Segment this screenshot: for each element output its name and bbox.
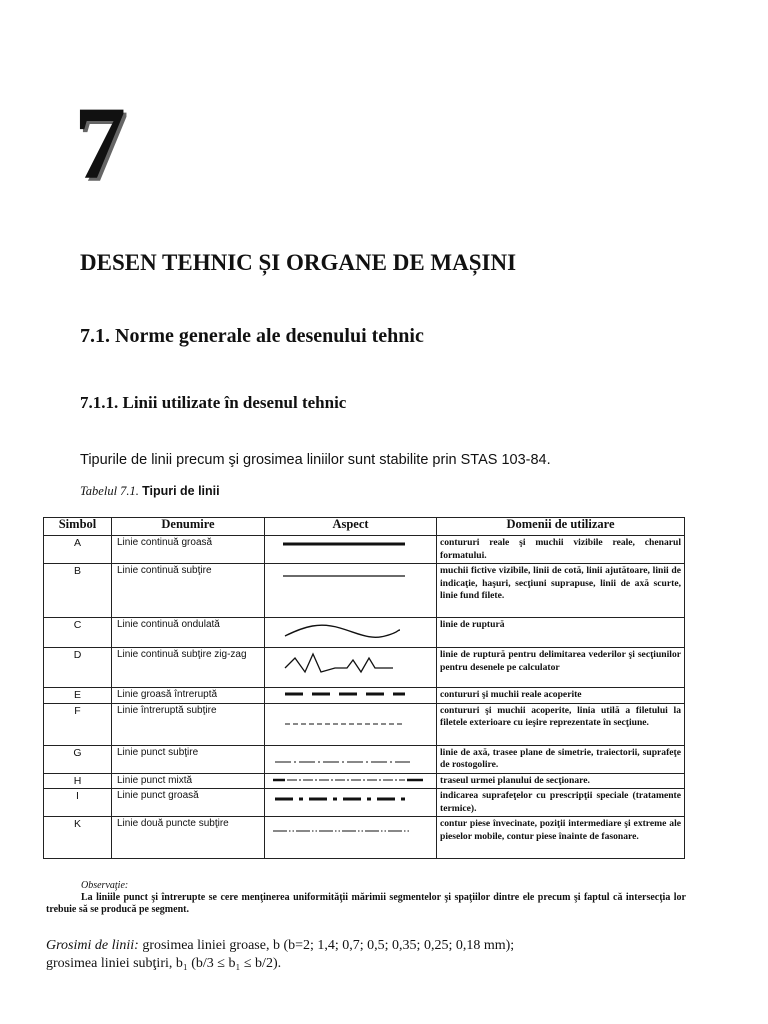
zigzag-line-sample [265, 648, 437, 686]
table-row [44, 789, 685, 817]
observation-note [46, 880, 686, 916]
table-row [44, 745, 685, 773]
row-symbol: E [44, 688, 112, 704]
table-row [44, 817, 685, 859]
table-caption [80, 484, 220, 499]
thin-dash-dot-line-sample [265, 746, 437, 772]
header-use: Domenii de utilizare [437, 518, 685, 536]
row-name: Linie două puncte subţire [112, 817, 265, 859]
row-name: Linie punct mixtă [112, 773, 265, 789]
row-name: Linie punct groasă [112, 789, 265, 817]
aspect-thin-continuous-line [265, 564, 437, 618]
row-name: Linie continuă ondulată [112, 618, 265, 648]
thick-continuous-line-sample [265, 536, 437, 562]
chapter-number: 7 [74, 86, 126, 201]
thick-dash-dot-line-sample [265, 789, 437, 815]
row-use: traseul urmei planului de secţionare. [437, 773, 685, 789]
row-use: contururi reale şi muchii vizibile reale, chenarul formatului. [437, 536, 685, 564]
row-use: linie de axă, trasee plane de simetrie, traiectorii, suprafeţe de rostogolire. [437, 745, 685, 773]
wavy-line-sample [265, 618, 437, 646]
observation-text: La liniile punct şi întrerupte se cere menţinerea uniformităţii mărimii segmentelor şi spaţiilor dintre ele precum şi faptul că intersecţia lor trebuie să se producă pe segment. [46, 892, 686, 915]
row-name: Linie groasă întreruptă [112, 688, 265, 704]
table-row [44, 688, 685, 704]
row-symbol: B [44, 564, 112, 618]
line-thickness-paragraph [46, 937, 696, 973]
row-name: Linie continuă subţire [112, 564, 265, 618]
line-types-table [43, 517, 685, 859]
row-symbol: H [44, 773, 112, 789]
aspect-thick-dash-dot-line [265, 789, 437, 817]
row-name: Linie punct subţire [112, 745, 265, 773]
row-name: Linie continuă subţire zig-zag [112, 648, 265, 688]
table-row [44, 773, 685, 789]
row-use: contururi şi muchii reale acoperite [437, 688, 685, 704]
thickness-label: Grosimi de linii: [46, 938, 139, 953]
row-use: linie de ruptură pentru delimitarea vederilor şi secţiunilor pentru desenele pe calculator [437, 648, 685, 688]
aspect-thick-dashed-line [265, 688, 437, 704]
table-row [44, 564, 685, 618]
row-use: contur piese învecinate, poziţii intermediare şi extreme ale pieselor mobile, contur piese înainte de fasonare. [437, 817, 685, 859]
aspect-thin-dashed-line [265, 703, 437, 745]
row-use: contururi şi muchii acoperite, linia utilă a filetului la filetele exterioare cu ieşire reprezentate în secţiune. [437, 703, 685, 745]
table-row [44, 536, 685, 564]
subsection-title: 7.1.1. Linii utilizate în desenul tehnic [80, 393, 347, 412]
header-aspect: Aspect [265, 518, 437, 536]
aspect-wavy-line [265, 618, 437, 648]
header-symbol: Simbol [44, 518, 112, 536]
row-symbol: K [44, 817, 112, 859]
aspect-zigzag-line [265, 648, 437, 688]
header-name: Denumire [112, 518, 265, 536]
row-use: indicarea suprafeţelor cu prescripţii speciale (tratamente termice). [437, 789, 685, 817]
row-use: muchii fictive vizibile, linii de cotă, linii ajutătoare, linii de indicaţie, haşuri, secţiuni suprapuse, linii de axă scurte, linie fund filete. [437, 564, 685, 618]
row-symbol: G [44, 745, 112, 773]
table-row [44, 648, 685, 688]
mixed-dash-dot-line-sample [265, 774, 437, 787]
row-symbol: F [44, 703, 112, 745]
table-row [44, 703, 685, 745]
aspect-mixed-dash-dot-line [265, 773, 437, 789]
table-row [44, 618, 685, 648]
row-symbol: D [44, 648, 112, 688]
thin-dashed-line-sample [265, 704, 437, 744]
aspect-thick-continuous-line [265, 536, 437, 564]
row-name: Linie continuă groasă [112, 536, 265, 564]
table-header-row [44, 518, 685, 536]
thickness-thin-line: grosimea liniei subţiri, b₁ (b/3 ≤ b₁ ≤ b/2). [46, 956, 282, 971]
section-title: 7.1. Norme generale ale desenului tehnic [80, 325, 424, 347]
intro-paragraph: Tipurile de linii precum şi grosimea liniilor sunt stabilite prin STAS 103-84. [80, 452, 551, 468]
thick-dashed-line-sample [265, 688, 437, 701]
chapter-title: DESEN TEHNIC ȘI ORGANE DE MAȘINI [80, 250, 517, 275]
row-symbol: C [44, 618, 112, 648]
thickness-thick-line: grosimea liniei groase, b (b=2; 1,4; 0,7; 0,5; 0,35; 0,25; 0,18 mm); [138, 938, 515, 953]
row-symbol: I [44, 789, 112, 817]
aspect-thin-dash-dot-line [265, 745, 437, 773]
row-use: linie de ruptură [437, 618, 685, 648]
table-caption-label: Tabelul 7.1. [80, 484, 139, 498]
table-caption-title: Tipuri de linii [142, 484, 220, 498]
observation-label: Observaţie: [81, 880, 129, 891]
thin-continuous-line-sample [265, 564, 437, 616]
thin-double-dot-line-sample [265, 817, 437, 857]
row-name: Linie întreruptă subţire [112, 703, 265, 745]
row-symbol: A [44, 536, 112, 564]
aspect-thin-double-dot-line [265, 817, 437, 859]
